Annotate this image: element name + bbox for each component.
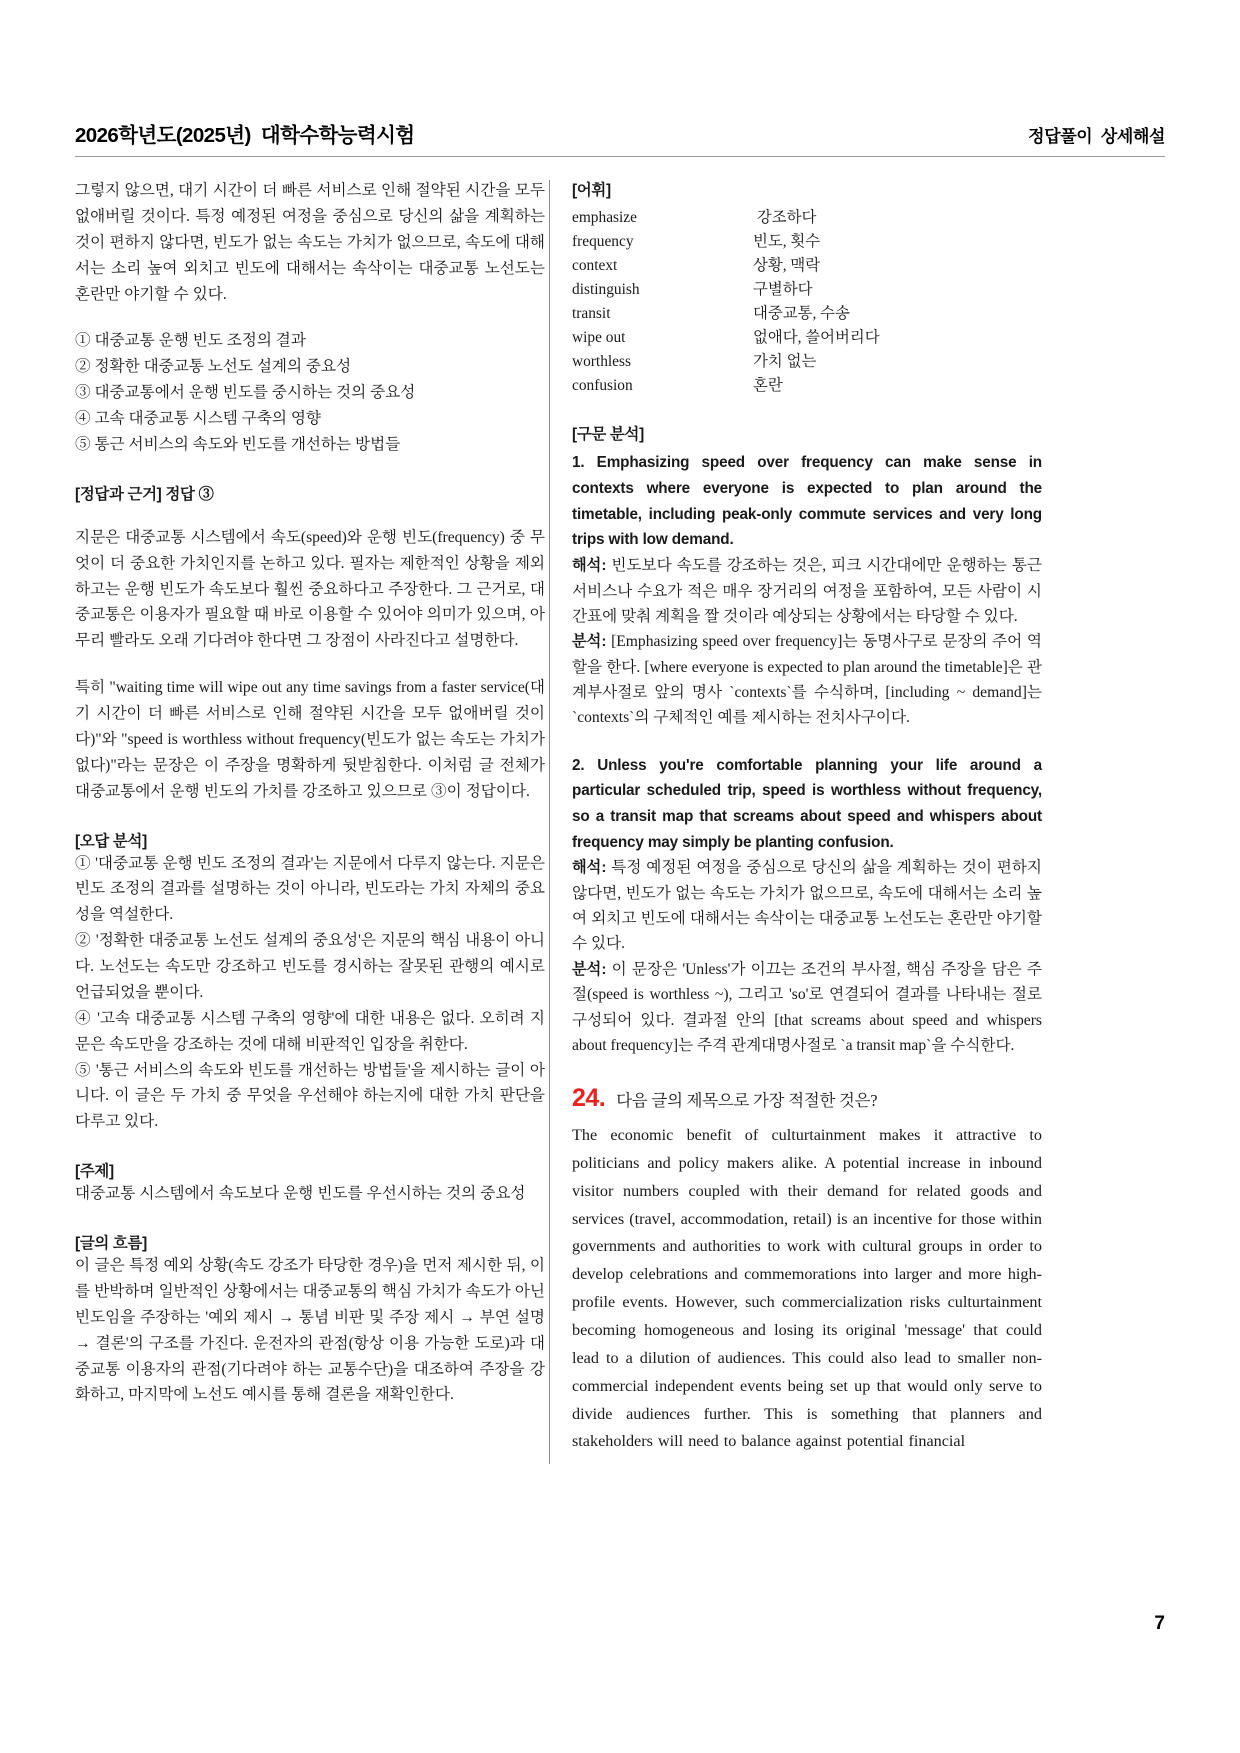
analysis-label: 분석: — [572, 633, 607, 651]
syntax-item-1 — [572, 450, 1042, 730]
wrong-answer-item-1: ① '대중교통 운행 빈도 조정의 결과'는 지문에서 다루지 않는다. 지문은 빈도 조정의 결과를 설명하는 것이 아니라, 빈도라는 가치 자체의 중요성을 역설한다. — [75, 854, 545, 924]
syntax-english-sentence: 1. Emphasizing speed over frequency can make sense in contexts where everyone is expected to plan around the timetable, including peak-only commute services and very long trips with low demand. — [572, 454, 1042, 549]
choice-item-3[interactable]: ③ 대중교통에서 운행 빈도를 중시하는 것의 중요성 — [75, 384, 416, 402]
vocab-term: frequency — [572, 233, 634, 251]
vocab-meaning: 강조하다 — [753, 209, 817, 226]
syntax-interpretation — [572, 855, 1042, 956]
choice-item-4[interactable]: ④ 고속 대중교통 시스템 구축의 영향 — [75, 410, 321, 427]
vocab-meaning: 상황, 맥락 — [753, 257, 821, 275]
question-header — [572, 1084, 1042, 1113]
vocab-meaning: 대중교통, 수송 — [753, 305, 850, 323]
left-column — [75, 178, 545, 1408]
right-column — [572, 178, 1042, 1473]
flow-heading: [글의 흐름] — [75, 1235, 147, 1252]
table-row — [572, 254, 1042, 278]
column-divider — [549, 180, 550, 1464]
analysis-text: [Emphasizing speed over frequency]는 동명사구로 문장의 주어 역할을 한다. [where everyone is expected to plan around the timetable]은 관계부사절로 앞의 명사 `contexts`를 수식하며, [including ~ demand]는 `contexts`의 구체적인 예를 제시하는 전치사구이다. — [572, 633, 1042, 727]
answer-rationale-paragraph-1: 지문은 대중교통 시스템에서 속도(speed)와 운행 빈도(frequency) 중 무엇이 더 중요한 가치인지를 논하고 있다. 필자는 제한적인 상황을 제외하고는 운행 빈도가 속도보다 훨씬 중요하다고 주장한다. 그 근거로, 대중교통은 이용자가 필요할 때 바로 이용할 수 있어야 의미가 있으며, 아무리 빨라도 오래 기다려야 한다면 그 장점이 사라진다고 설명한다. — [75, 528, 545, 650]
question-prompt: 다음 글의 제목으로 가장 적절한 것은? — [616, 1091, 878, 1110]
wrong-answer-item-4: ④ '고속 대중교통 시스템 구축의 영향'에 대한 내용은 없다. 오히려 지문은 속도만을 강조하는 것에 대해 비판적인 입장을 취한다. — [75, 1009, 545, 1053]
header-exam-title: 2026학년도(2025년) 대학수학능력시험 — [75, 124, 415, 147]
table-row — [572, 206, 1042, 230]
choice-item-5[interactable]: ⑤ 통근 서비스의 속도와 빈도를 개선하는 방법들 — [75, 435, 401, 453]
interpretation-label: 해석: — [572, 859, 607, 877]
vocab-term: distinguish — [572, 281, 640, 299]
vocab-term: emphasize — [572, 209, 637, 226]
vocabulary-heading: [어휘] — [572, 182, 611, 199]
vocab-term: confusion — [572, 377, 633, 395]
interpretation-text: 특정 예정된 여정을 중심으로 당신의 삶을 계획하는 것이 편하지 않다면, 빈도가 없는 속도는 가치가 없으므로, 속도에 대해서는 소리 높여 외치고 빈도에 대해서는 속삭이는 대중교통 노선도는 혼란만 야기할 수 있다. — [572, 859, 1042, 953]
analysis-label: 분석: — [572, 960, 607, 978]
header-divider — [75, 156, 1165, 157]
syntax-analysis-heading: [구문 분석] — [572, 426, 644, 444]
page-header — [75, 118, 1165, 148]
answer-rationale-paragraph-2: 특히 "waiting time will wipe out any time savings from a faster service(대기 시간이 더 빠른 서비스로 인해 절약된 시간을 모두 없애버릴 것이다)"와 "speed is worthless without frequency(빈도가 없는 속도는 가치가 없다)"라는 문장은 이 주장을 명확하게 뒷받침한다. 이처럼 글 전체가 대중교통에서 운행 빈도의 가치를 강조하고 있으므로 ③이 정답이다. — [75, 679, 545, 800]
vocab-meaning: 없애다, 쓸어버리다 — [753, 329, 880, 347]
header-subtitle: 정답풀이 상세해설 — [1028, 127, 1165, 146]
vocab-term: context — [572, 257, 618, 275]
choice-item-1[interactable]: ① 대중교통 운행 빈도 조정의 결과 — [75, 332, 306, 350]
question-number: 24. — [572, 1084, 606, 1112]
analysis-text: 이 문장은 'Unless'가 이끄는 조건의 부사절, 핵심 주장을 담은 주절(speed is worthless ~), 그리고 'so'로 연결되어 결과를 나타내는 절로 구성되어 있다. 결과절 안의 [that screams about speed and whispers about frequency]는 주격 관계대명사절로 `a transit map`을 수식한다. — [572, 960, 1042, 1054]
vocab-term: transit — [572, 305, 611, 323]
choice-item-2[interactable]: ② 정확한 대중교통 노선도 설계의 중요성 — [75, 358, 352, 376]
syntax-analysis — [572, 957, 1042, 1058]
flow-text: 이 글은 특정 예외 상황(속도 강조가 타당한 경우)을 먼저 제시한 뒤, 이를 반박하며 일반적인 상황에서는 대중교통의 핵심 가치가 속도가 아닌 빈도임을 주장하는 '예외 제시 → 통념 비판 및 주장 제시 → 부연 설명 → 결론'의 구조를 가진다. 운전자의 관점(항상 이용 가능한 도로)과 대중교통 이용자의 관점(기다려야 하는 교통수단)을 대조하여 주장을 강화하고, 마지막에 노선도 예시를 통해 결론을 재확인한다. — [75, 1257, 545, 1404]
table-row — [572, 230, 1042, 254]
table-row — [572, 278, 1042, 302]
table-row — [572, 350, 1042, 374]
syntax-english-sentence: 2. Unless you're comfortable planning your life around a particular scheduled trip, speed is worthless without frequency, so a transit map that screams about speed and whispers about frequency may simply be planting confusion. — [572, 756, 1042, 851]
vocab-meaning: 구별하다 — [753, 281, 813, 299]
table-row — [572, 302, 1042, 326]
passage-translation: 그렇지 않으면, 대기 시간이 더 빠른 서비스로 인해 절약된 시간을 모두 없애버릴 것이다. 특정 예정된 여정을 중심으로 당신의 삶을 계획하는 것이 편하지 않다면, 빈도가 없는 속도는 가치가 없으므로, 속도에 대해서는 소리 높여 외치고 빈도에 대해서는 속삭이는 대중교통 노선도는 혼란만 야기할 수 있다. — [75, 182, 545, 303]
vocabulary-table — [572, 206, 1042, 398]
topic-heading: [주제] — [75, 1163, 114, 1181]
answer-heading: [정답과 근거] 정답 ③ — [75, 485, 214, 503]
table-row — [572, 374, 1042, 398]
wrong-answer-item-2: ② '정확한 대중교통 노선도 설계의 중요성'은 지문의 핵심 내용이 아니다. 노선도는 속도만 강조하고 빈도를 경시하는 잘못된 관행의 예시로 언급되었을 뿐이다. — [75, 932, 545, 1001]
interpretation-text: 빈도보다 속도를 강조하는 것은, 피크 시간대에만 운행하는 통근 서비스나 수요가 적은 매우 장거리의 여정을 포함하여, 모든 사람이 시간표에 맞춰 계획을 짤 것이라 예상되는 상황에서는 타당할 수 있다. — [572, 557, 1042, 625]
interpretation-label: 해석: — [572, 557, 607, 574]
question-passage: The economic benefit of culturtainment makes it attractive to politicians and policy makers alike. A potential increase in inbound visitor numbers coupled with their demand for related goods and services (travel, accommodation, retail) is an incentive for those within governments and authorities to work with cultural groups in order to develop celebrations and commemorations into larger and more high-profile events. However, such commercialization risks culturtainment becoming homogeneous and losing its original 'message' that could lead to a dilution of audiences. This could also lead to smaller non-commercial independent events being set up that would only serve to divide audiences further. This is something that planners and stakeholders will need to balance against potential financial — [572, 1126, 1042, 1451]
vocab-meaning: 혼란 — [753, 377, 783, 395]
wrong-answer-analysis-heading: [오답 분석] — [75, 832, 147, 850]
topic-text: 대중교통 시스템에서 속도보다 운행 빈도를 우선시하는 것의 중요성 — [75, 1185, 526, 1203]
wrong-answer-item-5: ⑤ '통근 서비스의 속도와 빈도를 개선하는 방법들'을 제시하는 글이 아니다. 이 글은 두 가치 중 무엇을 우선해야 하는지에 대한 가치 판단을 다루고 있다. — [75, 1061, 545, 1131]
vocab-meaning: 빈도, 횟수 — [753, 233, 821, 251]
wrong-answer-analysis-list — [75, 851, 545, 1136]
syntax-analysis — [572, 629, 1042, 730]
table-row — [572, 326, 1042, 350]
syntax-item-2 — [572, 753, 1042, 1059]
page-number: 7 — [1154, 1613, 1165, 1634]
syntax-interpretation — [572, 553, 1042, 629]
answer-choice-list — [75, 328, 545, 457]
vocab-term: worthless — [572, 353, 631, 371]
vocab-term: wipe out — [572, 329, 626, 347]
vocab-meaning: 가치 없는 — [753, 353, 817, 371]
